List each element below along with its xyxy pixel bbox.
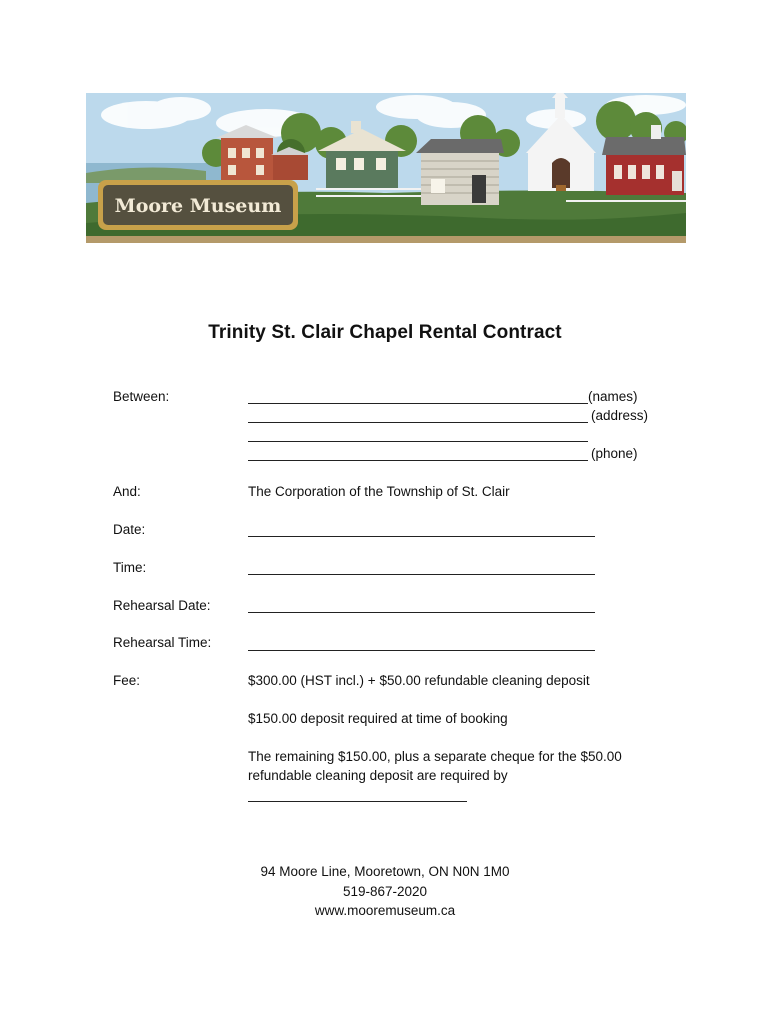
remaining-text-line-2: refundable cleaning deposit are required by (248, 768, 508, 783)
date-line[interactable] (248, 536, 595, 537)
time-line[interactable] (248, 574, 595, 575)
and-label: And: (113, 484, 141, 499)
between-label: Between: (113, 389, 170, 404)
address-line[interactable] (248, 422, 588, 423)
footer (0, 862, 770, 921)
page-title: Trinity St. Clair Chapel Rental Contract (208, 322, 562, 343)
rehearsal-time-line[interactable] (248, 650, 595, 651)
phone-line[interactable] (248, 460, 588, 461)
due-date-line[interactable] (248, 801, 467, 802)
footer-phone: 519-867-2020 (342, 883, 428, 899)
time-label: Time: (113, 560, 147, 575)
rehearsal-date-line[interactable] (248, 612, 595, 613)
address-suffix: (address) (591, 408, 649, 423)
rehearsal-time-label: Rehearsal Time: (113, 635, 212, 650)
footer-website[interactable]: www.mooremuseum.ca (314, 903, 456, 918)
deposit-text: $150.00 deposit required at time of booking (248, 711, 508, 726)
fee-value: $300.00 (HST incl.) + $50.00 refundable cleaning deposit (248, 673, 590, 688)
footer-address: 94 Moore Line, Mooretown, ON N0N 1M0 (260, 864, 510, 879)
address-line-2[interactable] (248, 441, 588, 442)
village-illustration (86, 93, 686, 243)
date-label: Date: (113, 522, 146, 537)
fee-label: Fee: (113, 673, 141, 688)
remaining-text-line-1: The remaining $150.00, plus a separate cheque for the $50.00 (248, 749, 622, 764)
rehearsal-date-label: Rehearsal Date: (113, 598, 211, 613)
names-suffix: (names) (588, 389, 638, 404)
phone-suffix: (phone) (591, 446, 638, 461)
museum-logo-text: Moore Museum (114, 195, 282, 217)
museum-banner (86, 93, 686, 243)
and-value: The Corporation of the Township of St. Clair (248, 484, 510, 499)
names-line[interactable] (248, 403, 588, 404)
